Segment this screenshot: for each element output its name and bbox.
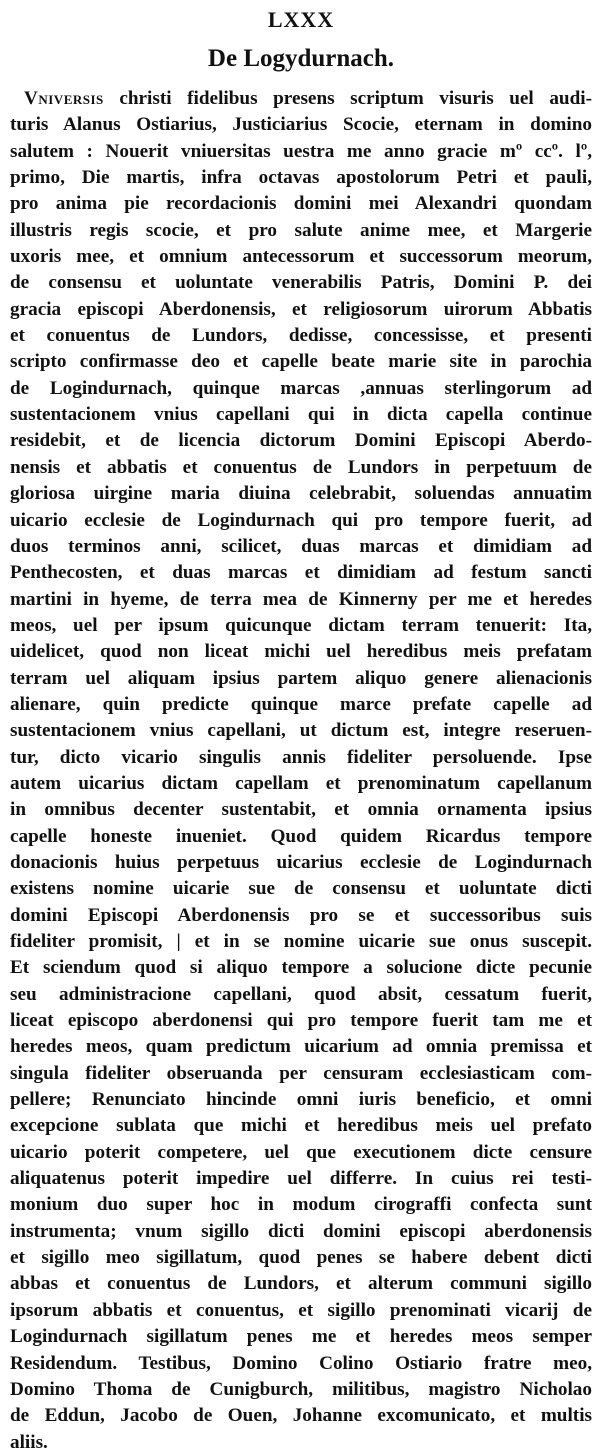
text-line: donacionis huius perpetuus uicarius ecclesie de Logindurnach [10, 851, 592, 873]
text-line: illustris regis scocie, et pro salute anime mee, et Margerie [10, 219, 592, 241]
text-line: heredes meos, quam predictum uicarium ad omnia premissa et [10, 1036, 592, 1058]
text-line: de consensu et uoluntate venerabilis Patris, Domini P. dei [10, 272, 592, 294]
text-line: turis Alanus Ostiarius, Justiciarius Scocie, eternam in domino [10, 114, 592, 136]
text-line: de Logindurnach, quinque marcas ,annuas sterlingorum ad [10, 377, 592, 399]
text-line: pro anima pie recordacionis domini mei Alexandri quondam [10, 193, 592, 215]
text-line: salutem : Nouerit vniuersitas uestra me anno gracie mº ccº. lº, [10, 140, 592, 162]
opening-word: Vniversis [24, 88, 104, 109]
text-line: uicario ecclesie de Logindurnach qui pro tempore fuerit, ad [10, 509, 592, 531]
text-line: et sigillo meo sigillatum, quod penes se habere debent dicti [10, 1247, 592, 1269]
text-line: alienare, quin predicte quinque marce prefate capelle ad [10, 693, 592, 715]
text-line: sustentacionem vnius capellani qui in dicta capella continue [10, 404, 592, 426]
text-line: Et sciendum quod si aliquo tempore a solucione dicte pecunie [10, 957, 592, 979]
text-line: capelle honeste inueniet. Quod quidem Ricardus tempore [10, 825, 592, 847]
text-line: singula fideliter obseruanda per censuram ecclesiasticam com- [10, 1062, 592, 1084]
text-line: monium duo super hoc in modum cirograffi confecta sunt [10, 1194, 592, 1216]
text-line: uidelicet, quod non liceat michi uel heredibus meis prefatam [10, 641, 592, 663]
text-line: uicario poterit competere, uel que executionem dicte censure [10, 1141, 592, 1163]
text-line: aliquatenus poterit impedire uel differre. In cuius rei testi- [10, 1168, 592, 1190]
text-line: excepcione sublata que michi et heredibus meis uel prefato [10, 1115, 592, 1137]
text-line: scripto confirmasse deo et capelle beate marie site in parochia [10, 351, 592, 373]
line-text: christi fidelibus presens scriptum visuris uel audi- [103, 88, 592, 109]
text-line: sustentacionem vnius capellani, ut dictum est, integre reseruen- [10, 720, 592, 742]
text-line: nensis et abbatis et conuentus de Lundors in perpetuum de [10, 456, 592, 478]
text-line [10, 86, 592, 112]
text-line: abbas et conuentus de Lundors, et alterum communi sigillo [10, 1273, 592, 1295]
text-line: martini in hyeme, de terra mea de Kinnerny per me et heredes [10, 588, 592, 610]
text-line: meos, uel per ipsum quicunque dictam terram tenuerit: Ita, [10, 614, 592, 636]
text-line: uxoris mee, et omnium antecessorum et successorum meorum, [10, 246, 592, 268]
text-line: seu administracione capellani, quod absit, cessatum fuerit, [10, 983, 592, 1005]
text-line: Residendum. Testibus, Domino Colino Ostiario fratre meo, [10, 1352, 592, 1374]
text-line: de Eddun, Jacobo de Ouen, Johanne excomunicato, et multis [10, 1405, 592, 1427]
text-line: residebit, et de licencia dictorum Domini Episcopi Aberdo- [10, 430, 592, 452]
text-line: et conuentus de Lundors, dedisse, concessisse, et presenti [10, 325, 592, 347]
text-line: pellere; Renunciato hincinde omni iuris beneficio, et omni [10, 1089, 592, 1111]
text-line: ipsorum abbatis et conuentus, et sigillo prenominati vicarij de [10, 1299, 592, 1321]
text-line: autem uicarius dictam capellam et prenominatum capellanum [10, 772, 592, 794]
text-line: aliis. [10, 1431, 48, 1453]
text-line: fideliter promisit, | et in se nomine uicarie sue onus suscepit. [10, 931, 592, 952]
text-line: primo, Die martis, infra octavas apostolorum Petri et pauli, [10, 167, 592, 189]
text-line: existens nomine uicarie sue de consensu et uoluntate dicti [10, 878, 592, 900]
charter-text [10, 86, 592, 1456]
chapter-title: De Logydurnach. [207, 45, 395, 72]
text-line: gracia episcopi Aberdonensis, et religiosorum uirorum Abbatis [10, 298, 592, 320]
text-line: Domino Thoma de Cunigburch, militibus, magistro Nicholao [10, 1378, 592, 1400]
text-line: gloriosa uirgine maria diuina celebrabit, soluendas annuatim [10, 483, 592, 505]
text-line: in omnibus decenter sustentabit, et omnia ornamenta ipsius [10, 799, 592, 821]
text-line: terram uel aliquam ipsius partem aliquo genere alienacionis [10, 667, 592, 689]
text-line: liceat episcopo aberdonensi qui pro tempore fuerit tam me et [10, 1010, 592, 1032]
text-line: instrumenta; vnum sigillo dicti domini episcopi aberdonensis [10, 1220, 592, 1242]
text-line: duos terminos anni, scilicet, duas marcas et dimidiam ad [10, 535, 592, 557]
chapter-number: LXXX [267, 7, 335, 32]
text-line: Logindurnach sigillatum penes me et heredes meos semper [10, 1326, 592, 1348]
text-line: Penthecosten, et duas marcas et dimidiam ad festum sancti [10, 562, 592, 584]
text-line: domini Episcopi Aberdonensis pro se et successoribus suis [10, 904, 592, 926]
text-line: tur, dicto vicario singulis annis fideliter persoluende. Ipse [10, 746, 592, 768]
